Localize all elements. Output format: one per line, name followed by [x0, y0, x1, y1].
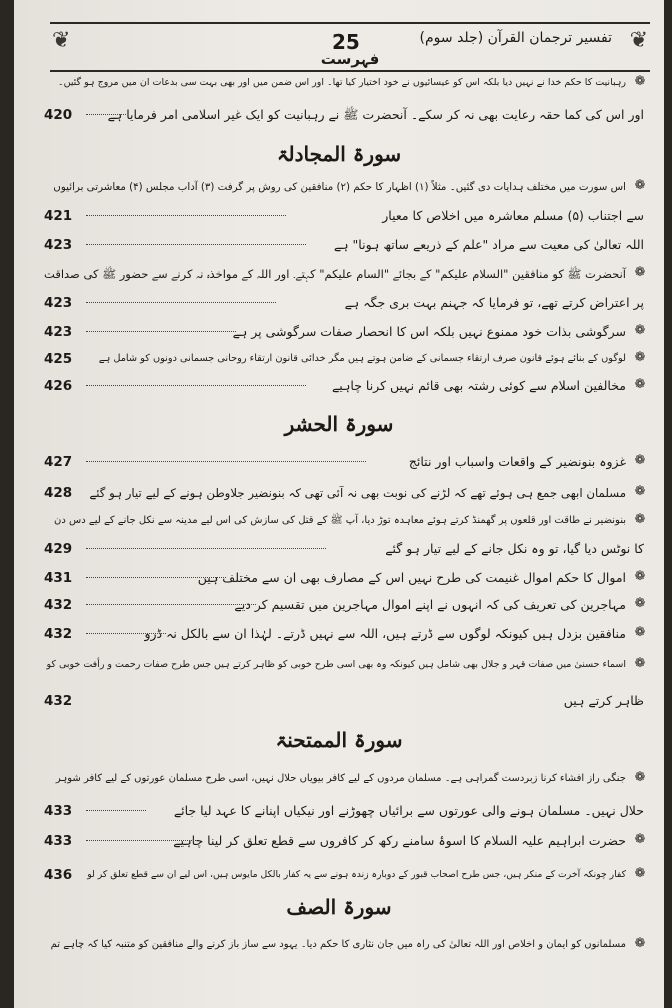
page-ref: 423 [44, 295, 73, 311]
page-ref: 432 [44, 693, 73, 709]
page-ref: 432 [44, 597, 73, 613]
toc-entry [44, 321, 648, 343]
page-ref: 427 [44, 454, 73, 470]
toc-entry [44, 292, 648, 314]
toc-entry [44, 72, 648, 94]
entry-text: جنگی راز افشاء کرنا زبردست گمراہی ہے۔ مسلمان مردوں کے لیے کافر بیویاں حلال نہیں، اسی طرح مسلمان عورتوں کے لیے کافر شوہر [55, 773, 626, 784]
entry-text: سرگوشی بذات خود ممنوع نہیں بلکہ اس کا انحصار صفات سرگوشی پر ہے [232, 324, 626, 339]
page-ref: 436 [44, 867, 73, 883]
entry-text: کا نوٹس دیا گیا، تو وہ نکل جانے کے لیے تیار ہو گئے [385, 541, 644, 556]
page-number: 25 [332, 30, 360, 54]
toc-entry [44, 567, 648, 589]
page-header [50, 22, 650, 72]
entry-text: بنونضیر نے طاقت اور قلعوں پر گھمنڈ کرتے ہوئے معاہدہ توڑ دیا، آپ ﷺ کے قتل کی سازش کی اس لیے مدینہ سے نکل جانے کے لیے دس دن [54, 515, 626, 526]
ornament-right-icon: ❦ [629, 28, 648, 53]
entry-text: اللہ تعالیٰ کی معیت سے مراد "علم کے ذریعے ساتھ ہونا" ہے [333, 237, 644, 252]
leader-dots [86, 385, 306, 386]
toc-entry [44, 205, 648, 227]
toc-entry [44, 768, 648, 790]
toc-entry [44, 538, 648, 560]
bullet-icon: ❁ [634, 377, 646, 392]
page-ref: 428 [44, 485, 73, 501]
leader-dots [86, 548, 326, 549]
book-title: تفسیر ترجمان القرآن (جلد سوم) [419, 30, 612, 46]
toc-entry [44, 451, 648, 473]
page-ref: 421 [44, 208, 73, 224]
bullet-icon: ❁ [634, 832, 646, 847]
leader-dots [86, 633, 166, 634]
entry-text: رہبانیت کا حکم خدا نے نہیں دیا بلکہ اس کو عیسائیوں نے خود اختیار کیا تھا۔ اور اس ضمن میں اور بھی بہت سی بدعات ان میں مروج ہو گئیں۔ [58, 77, 626, 88]
toc-entry [44, 348, 648, 370]
page-ref: 420 [44, 107, 73, 123]
entry-text: اور اس کی کما حقہ رعایت بھی نہ کر سکے۔ آنحضرت ﷺ نے رہبانیت کو ایک غیر اسلامی امر فرمایا ہے [107, 107, 644, 122]
entry-text: اسماء حسنیٰ میں صفات قہر و جلال بھی شامل ہیں کیونکہ وہ بھی اسی طرح خوبی کو ظاہر کرتے ہیں جس طرح صفات رحمت و رأفت خوبی کو [46, 659, 626, 670]
entry-text: مخالفین اسلام سے کوئی رشتہ بھی قائم نہیں کرنا چاہیے [331, 378, 626, 393]
page-ref: 423 [44, 324, 73, 340]
entry-text: مسلمان ابھی جمع ہی ہوئے تھے کہ لڑنے کی نوبت بھی نہ آئی تھی کہ بنونضیر جلاوطن ہونے کے لیے تیار ہو گئے [89, 486, 626, 500]
toc-entry [44, 830, 648, 852]
leader-dots [86, 810, 146, 811]
leader-dots [86, 461, 366, 462]
toc-entry [44, 482, 648, 504]
toc-entry [44, 690, 648, 712]
leader-dots [86, 114, 126, 115]
bullet-icon: ❁ [634, 453, 646, 468]
leader-dots [86, 302, 276, 303]
bullet-icon: ❁ [634, 512, 646, 527]
entry-text: مہاجرین کی تعریف کی کہ انہوں نے اپنے اموال مہاجرین میں تقسیم کر دیے [234, 597, 626, 612]
toc-entry [44, 934, 648, 956]
surah-heading: سورۃ الصف [286, 895, 392, 919]
toc-entry [44, 263, 648, 285]
leader-dots [86, 244, 306, 245]
bullet-icon: ❁ [634, 866, 646, 881]
bullet-icon: ❁ [634, 936, 646, 951]
entry-text: لوگوں کے بنائے ہوئے قانون صرف ارتقاء جسمانی کے ضامن ہوتے ہیں مگر خدائی قانون ارتقاء روحانی جسمانی دونوں کو شامل ہے [98, 353, 626, 364]
surah-heading: سورۃ الحشر [284, 412, 394, 436]
page-ref: 423 [44, 237, 73, 253]
entry-text: حلال نہیں۔ مسلمان ہونے والی عورتوں سے برائیاں چھوڑنے اور نیکیاں اپنانے کا عہد لیا جائے [173, 803, 644, 818]
toc-entry [44, 375, 648, 397]
entry-text: حضرت ابراہیم علیہ السلام کا اسوۂ سامنے رکھ کر کافروں سے قطع تعلق کر لینا چاہیے [173, 833, 626, 848]
page-ref: 433 [44, 803, 73, 819]
toc-entry [44, 623, 648, 645]
page-ref: 426 [44, 378, 73, 394]
entry-text: غزوہ بنونضیر کے واقعات واسباب اور نتائج [408, 454, 626, 469]
entry-text: ظاہر کرتے ہیں [563, 693, 644, 708]
bullet-icon: ❁ [634, 323, 646, 338]
toc-entry [44, 654, 648, 676]
toc-entry [44, 176, 648, 198]
leader-dots [86, 577, 226, 578]
page-ref: 431 [44, 570, 73, 586]
entry-text: اموال کا حکم اموال غنیمت کی طرح نہیں اس کے مصارف بھی ان سے مختلف ہیں [197, 570, 626, 585]
entry-text: سے اجتناب (۵) مسلم معاشرہ میں اخلاص کا معیار [382, 208, 644, 223]
page-ref: 425 [44, 351, 73, 367]
page-ref: 432 [44, 626, 73, 642]
toc-entry [44, 594, 648, 616]
toc-entry [44, 800, 648, 822]
bullet-icon: ❁ [634, 350, 646, 365]
bullet-icon: ❁ [634, 74, 646, 89]
bullet-icon: ❁ [634, 596, 646, 611]
entry-text: منافقین بزدل ہیں کیونکہ لوگوں سے ڈرتے ہیں، اللہ سے نہیں ڈرتے۔ لہٰذا ان سے بالکل نہ ڈرو [144, 626, 626, 641]
ornament-left-icon: ❦ [52, 28, 71, 53]
leader-dots [86, 215, 286, 216]
entry-text: پر اعتراض کرتے تھے، تو فرمایا کہ جہنم بہت بری جگہ ہے [344, 295, 644, 310]
surah-heading: سورۃ الممتحنۃ [275, 728, 403, 752]
bullet-icon: ❁ [634, 265, 646, 280]
bullet-icon: ❁ [634, 656, 646, 671]
bullet-icon: ❁ [634, 625, 646, 640]
bullet-icon: ❁ [634, 770, 646, 785]
entry-text: کفار چونکہ آخرت کے منکر ہیں، جس طرح اصحاب قبور کے دوبارہ زندہ ہونے سے یہ کفار بالکل مایوس ہیں، اس لیے ان سے قطع تعلق کر لو [87, 869, 626, 880]
book-page [14, 0, 664, 1008]
bullet-icon: ❁ [634, 569, 646, 584]
bullet-icon: ❁ [634, 484, 646, 499]
bullet-icon: ❁ [634, 178, 646, 193]
entry-text: مسلمانوں کو ایمان و اخلاص اور اللہ تعالیٰ کی راہ میں جان نثاری کا حکم دیا۔ یہود سے ساز باز کرنے والے منافقین کو متنبہ کیا کہ چاہے تم [50, 939, 626, 950]
surah-heading: سورۃ المجادلۃ [276, 142, 402, 166]
toc-entry [44, 864, 648, 886]
toc-entry [44, 234, 648, 256]
leader-dots [86, 840, 196, 841]
entry-text: اس سورت میں مختلف ہدایات دی گئیں۔ مثلاً (۱) اظہار کا حکم (۲) منافقین کی روش پر گرفت (۳) آداب مجلس (۴) معاشرتی برائیوں [53, 181, 626, 193]
leader-dots [86, 604, 256, 605]
section-title: فہرست [320, 50, 380, 68]
page-ref: 433 [44, 833, 73, 849]
toc-entry [44, 510, 648, 532]
leader-dots [86, 331, 236, 332]
entry-text: آنحضرت ﷺ کو منافقین "السلام علیکم" کے بجائے "السام علیکم" کہتے۔ اور اللہ کے مواخذہ نہ کرنے سے حضور ﷺ کی صداقت [44, 267, 626, 281]
page-ref: 429 [44, 541, 73, 557]
toc-entry [44, 104, 648, 126]
